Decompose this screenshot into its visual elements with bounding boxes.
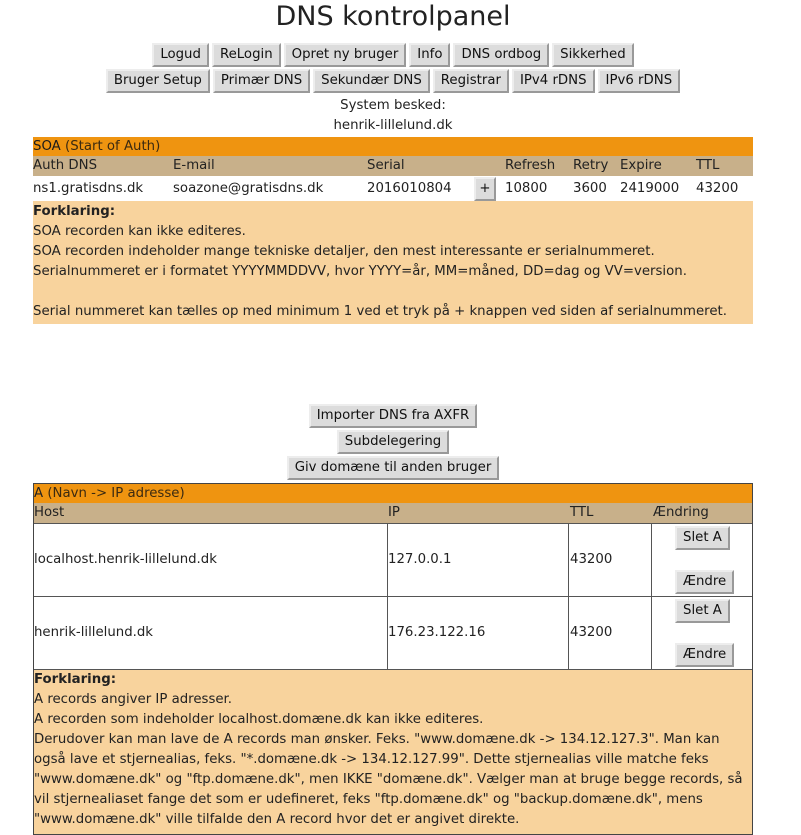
soa-explanation-line: SOA recorden indeholder mange tekniske detaljer, den mest interessante er serialnummeret. bbox=[33, 244, 655, 259]
edit-a-button[interactable]: Ændre bbox=[675, 570, 734, 594]
soa-expire: 2419000 bbox=[620, 181, 680, 196]
soa-explanation-title: Forklaring: bbox=[33, 204, 116, 219]
col-ttl: TTL bbox=[696, 158, 720, 173]
soa-serial: 2016010804 bbox=[367, 181, 452, 196]
ipv6-rdns-button[interactable]: IPv6 rDNS bbox=[598, 69, 681, 93]
col-change: Ændring bbox=[653, 505, 709, 520]
nav-row-1 bbox=[0, 43, 786, 67]
a-records-explanation bbox=[34, 669, 752, 834]
col-retry: Retry bbox=[573, 158, 609, 173]
column-divider bbox=[568, 597, 569, 669]
create-user-button[interactable]: Opret ny bruger bbox=[284, 43, 407, 67]
soa-auth-dns: ns1.gratisdns.dk bbox=[33, 181, 144, 196]
col-auth-dns: Auth DNS bbox=[33, 158, 98, 173]
soa-retry: 3600 bbox=[573, 181, 607, 196]
col-ttl: TTL bbox=[570, 505, 594, 520]
a-explanation-line: A recorden som indeholder localhost.domæne.dk kan ikke editeres. bbox=[34, 712, 484, 727]
delete-a-button[interactable]: Slet A bbox=[675, 526, 730, 550]
row-host: localhost.henrik-lillelund.dk bbox=[34, 552, 217, 567]
edit-a-button[interactable]: Ændre bbox=[675, 643, 734, 667]
action-row-transfer bbox=[0, 456, 786, 480]
soa-explanation bbox=[33, 201, 753, 324]
nav-row-2 bbox=[0, 69, 786, 93]
row-ip: 176.23.122.16 bbox=[388, 625, 486, 640]
import-axfr-button[interactable]: Importer DNS fra AXFR bbox=[309, 404, 477, 428]
row-host: henrik-lillelund.dk bbox=[34, 625, 154, 640]
soa-ttl: 43200 bbox=[696, 181, 739, 196]
a-records-column-headers bbox=[34, 503, 752, 523]
soa-explanation-line: Serial nummeret kan tælles op med minimum 1 ved et tryk på + knappen ved siden af serialnummeret. bbox=[33, 304, 727, 319]
col-ip: IP bbox=[388, 505, 400, 520]
action-row-axfr bbox=[0, 404, 786, 428]
system-message-label: System besked: bbox=[340, 98, 446, 113]
soa-header-title: SOA bbox=[33, 139, 61, 154]
soa-row bbox=[33, 177, 753, 201]
a-records-header bbox=[34, 484, 752, 503]
table-row bbox=[34, 523, 752, 596]
soa-explanation-line: Serialnummeret er i formatet YYYYMMDDVV, hvor YYYY=år, MM=måned, DD=dag og VV=version. bbox=[33, 264, 687, 279]
logud-button[interactable]: Logud bbox=[152, 43, 209, 67]
info-button[interactable]: Info bbox=[409, 43, 450, 67]
soa-explanation-line: SOA recorden kan ikke editeres. bbox=[33, 224, 246, 239]
a-explanation-line: A records angiver IP adresser. bbox=[34, 692, 233, 707]
column-divider bbox=[651, 597, 652, 669]
soa-header bbox=[33, 137, 753, 156]
a-records-table bbox=[33, 483, 753, 835]
a-records-header-title: A bbox=[34, 486, 44, 501]
soa-refresh: 10800 bbox=[505, 181, 548, 196]
registrar-button[interactable]: Registrar bbox=[433, 69, 509, 93]
transfer-domain-button[interactable]: Giv domæne til anden bruger bbox=[287, 456, 500, 480]
col-email: E-mail bbox=[173, 158, 215, 173]
soa-column-headers bbox=[33, 156, 753, 176]
system-message-domain: henrik-lillelund.dk bbox=[333, 118, 453, 133]
delete-a-button[interactable]: Slet A bbox=[675, 599, 730, 623]
action-row-subdelegation bbox=[0, 430, 786, 454]
row-ttl: 43200 bbox=[570, 625, 613, 640]
ipv4-rdns-button[interactable]: IPv4 rDNS bbox=[512, 69, 595, 93]
col-serial: Serial bbox=[367, 158, 405, 173]
dns-dictionary-button[interactable]: DNS ordbog bbox=[453, 43, 549, 67]
page-title: DNS kontrolpanel bbox=[275, 1, 511, 32]
primary-dns-button[interactable]: Primær DNS bbox=[213, 69, 310, 93]
soa-explanation-spacer bbox=[33, 282, 753, 302]
increment-serial-button[interactable]: + bbox=[474, 177, 496, 201]
user-setup-button[interactable]: Bruger Setup bbox=[106, 69, 210, 93]
row-ttl: 43200 bbox=[570, 552, 613, 567]
a-explanation-line: Derudover kan man lave de A records man ønsker. Feks. "www.domæne.dk -> 134.12.127.3". Man kan også lave et stjernealias, feks. "*.domæne.dk -> 134.12.127.99". Dette stjernealias ville matche feks "www.domæne.dk" og "ftp.domæne.dk", men IKKE "domæne.dk". Vælger man at bruge begge records, så vil stjernealiaset fange det som er udefineret, feks "ftp.domæne.dk" og "backup.domæne.dk", mens "www.domæne.dk" ville tilfalde den A record hvor det er angivet direkte. bbox=[34, 732, 743, 827]
secondary-dns-button[interactable]: Sekundær DNS bbox=[313, 69, 430, 93]
table-row bbox=[34, 596, 752, 669]
soa-email: soazone@gratisdns.dk bbox=[173, 181, 324, 196]
a-records-header-desc: (Navn -> IP adresse) bbox=[43, 486, 185, 501]
row-ip: 127.0.0.1 bbox=[388, 552, 452, 567]
col-expire: Expire bbox=[620, 158, 662, 173]
column-divider bbox=[651, 524, 652, 596]
relogin-button[interactable]: ReLogin bbox=[212, 43, 281, 67]
col-host: Host bbox=[34, 505, 65, 520]
soa-header-desc: (Start of Auth) bbox=[60, 139, 161, 154]
a-explanation-title: Forklaring: bbox=[34, 672, 117, 687]
security-button[interactable]: Sikkerhed bbox=[552, 43, 634, 67]
column-divider bbox=[568, 524, 569, 596]
col-refresh: Refresh bbox=[505, 158, 556, 173]
subdelegation-button[interactable]: Subdelegering bbox=[337, 430, 449, 454]
